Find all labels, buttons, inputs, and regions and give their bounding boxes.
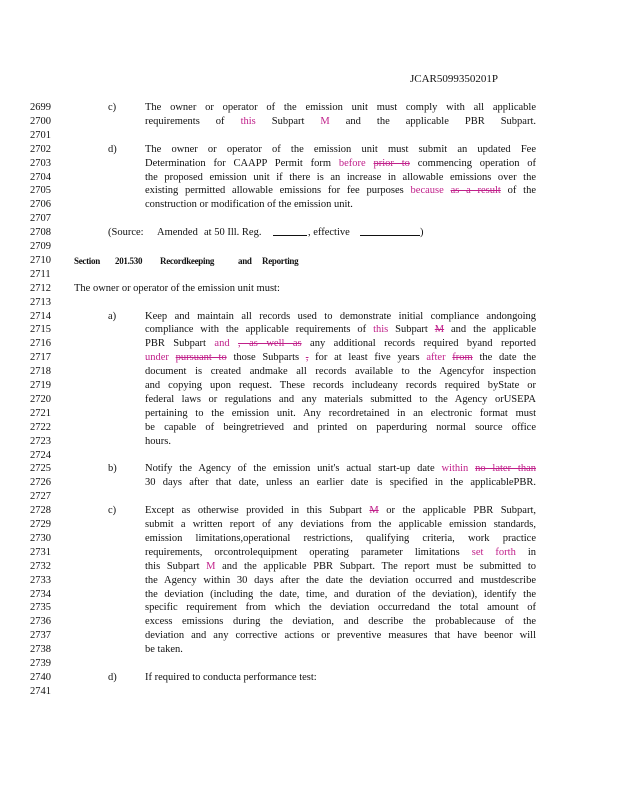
item-label: a)	[108, 310, 117, 322]
text-line	[145, 379, 536, 393]
line-number: 2741	[30, 685, 51, 697]
text-segment: commencing operation of	[409, 157, 537, 169]
text-segment: deviation and any corrective actions or preventive measures that have beenor will	[145, 630, 536, 642]
deleted-text: M	[434, 324, 445, 336]
line-number: 2713	[30, 296, 51, 308]
line-number: 2702	[30, 143, 51, 155]
line-number: 2708	[30, 227, 51, 239]
line-number: 2727	[30, 491, 51, 503]
section-number: 201.530	[115, 255, 143, 266]
line-number: 2711	[30, 268, 51, 280]
item-label: d)	[108, 671, 117, 683]
text-segment: and the applicable PBR Subpart.	[329, 115, 536, 127]
document-code: JCAR5099350201P	[410, 73, 499, 85]
line-number: 2709	[30, 241, 51, 252]
text-segment: Except as otherwise provided in this Subpart	[145, 505, 370, 517]
line-number: 2723	[30, 435, 51, 447]
deleted-text: from	[452, 352, 473, 364]
deleted-text: as a result	[450, 185, 501, 197]
inserted-text: this	[240, 115, 256, 127]
text-line	[145, 115, 536, 129]
inserted-text: before	[338, 157, 366, 169]
deleted-text: no later than	[475, 463, 536, 475]
line-number: 2714	[30, 310, 51, 322]
line-number: 2707	[30, 213, 51, 225]
line-number: 2718	[30, 366, 51, 378]
line-number: 2726	[30, 477, 51, 489]
deleted-text: , as well as	[238, 338, 302, 350]
section-title: Reporting	[262, 255, 299, 266]
line-number: 2740	[30, 671, 51, 683]
text-segment: of the	[500, 185, 536, 197]
line-number: 2728	[30, 505, 51, 517]
line-number: 2730	[30, 532, 51, 544]
inserted-text: this	[373, 324, 389, 336]
line-number: 2703	[30, 157, 51, 169]
text-segment	[444, 185, 451, 196]
text-segment: requirements of	[145, 115, 241, 127]
text-segment: in	[515, 546, 537, 558]
text-line	[145, 588, 536, 602]
text-line	[145, 101, 536, 115]
line-number: 2704	[30, 171, 51, 183]
text-line	[145, 476, 536, 490]
text-line	[145, 560, 536, 574]
line-number: 2719	[30, 380, 51, 391]
line-number: 2735	[30, 602, 51, 614]
item-label: c)	[108, 102, 117, 113]
text-segment	[366, 158, 374, 169]
section-title: Recordkeeping	[160, 255, 215, 266]
text-line	[145, 615, 536, 629]
section-intro-text	[74, 282, 280, 296]
text-segment: hours.	[145, 435, 171, 447]
deleted-text: pursuant to	[175, 352, 227, 364]
deleted-text: ,	[305, 352, 309, 364]
text-line	[145, 435, 171, 449]
blank-line	[273, 226, 307, 241]
text-line	[145, 198, 353, 212]
line-number: 2712	[30, 282, 51, 294]
line-number: 2706	[30, 199, 51, 211]
deleted-text: M	[369, 505, 379, 517]
text-segment: and the applicable PBR Subpart. The report must be submitted to	[215, 560, 536, 572]
inserted-text: M	[206, 560, 216, 572]
text-segment: pertaining to the emission unit. Any recordretained in an electronic format must	[145, 407, 536, 419]
text-segment: existing permitted allowable emissions for fee purposes	[145, 185, 411, 197]
text-segment: emission limitations,operational restrictions, qualifying criteria, work practice	[145, 532, 536, 544]
line-number: 2700	[30, 115, 51, 127]
text-segment: any additional records required byand reported	[301, 338, 536, 350]
text-segment: excess emissions during the deviation, and describe the probablecause of the	[145, 616, 536, 628]
text-line	[145, 310, 536, 324]
text-line	[145, 407, 536, 421]
text-segment: and the applicable	[444, 324, 536, 336]
text-line	[145, 629, 536, 643]
text-line	[145, 393, 536, 407]
source-note-text: , effective	[308, 227, 350, 239]
inserted-text: after	[426, 352, 446, 364]
line-number: 2739	[30, 658, 51, 669]
section-title: and	[238, 255, 252, 266]
text-line	[145, 546, 536, 560]
text-line	[145, 574, 536, 588]
line-number: 2724	[30, 449, 51, 461]
line-number: 2701	[30, 129, 51, 141]
text-line	[145, 323, 536, 337]
item-label: b)	[108, 463, 117, 475]
line-number: 2737	[30, 630, 51, 642]
line-number: 2717	[30, 352, 51, 364]
text-line	[145, 365, 536, 379]
line-number: 2720	[30, 393, 51, 405]
line-number: 2722	[30, 421, 51, 433]
text-line	[145, 184, 536, 198]
text-line	[145, 504, 536, 518]
text-segment: requirements, orcontrolequipment operating parameter limitations	[145, 546, 472, 558]
inserted-text: because	[410, 185, 444, 197]
text-line	[145, 421, 536, 435]
line-number: 2721	[30, 407, 51, 419]
text-line	[145, 532, 536, 546]
text-segment: the date the	[472, 352, 537, 364]
text-segment: and copying upon request. These records includeany records required byState or	[145, 380, 536, 391]
blank-line	[360, 226, 420, 241]
source-note-text: )	[420, 227, 424, 239]
line-number: 2732	[30, 560, 51, 572]
line-number: 2716	[30, 338, 51, 350]
text-segment: the proposed emission unit if there is an increase in allowable emissions over the	[145, 171, 536, 183]
text-segment: federal laws or regulations and any materials submitted to the Agency orUSEPA	[145, 393, 536, 405]
text-segment: construction or modification of the emission unit.	[145, 199, 353, 211]
inserted-text: M	[320, 115, 330, 127]
source-note-label: (Source:	[108, 227, 144, 239]
line-number: 2729	[30, 519, 51, 530]
line-number: 2715	[30, 324, 51, 336]
text-segment: PBR Subpart	[145, 338, 215, 350]
text-segment: the Agency within 30 days after the date the deviation occurred and mustdescribe	[145, 574, 536, 586]
text-segment: this Subpart	[145, 560, 207, 572]
line-number: 2736	[30, 616, 51, 628]
line-number: 2738	[30, 644, 51, 656]
section-label: Section	[74, 255, 100, 266]
inserted-text: under	[145, 352, 169, 364]
text-line	[145, 143, 536, 157]
source-note-text: at 50 Ill. Reg.	[204, 227, 262, 239]
text-segment	[169, 352, 176, 363]
text-segment	[230, 338, 238, 349]
text-segment: submit a written report of any deviations from the applicable emission standards,	[145, 519, 536, 530]
text-segment: Notify the Agency of the emission unit's actual start-up date	[145, 463, 442, 475]
text-line	[145, 171, 536, 185]
text-segment: 30 days after that date, unless an earlier date is specified in the applicablePBR.	[145, 477, 536, 489]
text-segment: The owner or operator of the emission unit must:	[74, 282, 280, 294]
text-segment: or the applicable PBR Subpart,	[378, 505, 536, 517]
deleted-text: prior to	[373, 157, 410, 169]
inserted-text: set forth	[471, 546, 516, 558]
text-segment: Determination for CAAPP Permit form	[145, 157, 339, 169]
line-number: 2733	[30, 574, 51, 586]
text-segment: Subpart	[255, 115, 321, 127]
line-number: 2705	[30, 185, 51, 197]
text-segment: The owner or operator of the emission unit must comply with all applicable	[145, 102, 536, 113]
source-note-text: Amended	[157, 227, 198, 239]
text-line	[145, 643, 183, 657]
text-segment: for at least five years	[308, 352, 427, 364]
text-segment: specific requirement from which the deviation occurredand the total amount of	[145, 602, 536, 614]
text-segment: The owner or operator of the emission unit must submit an updated Fee	[145, 143, 536, 155]
text-segment: compliance with the applicable requirements of	[145, 324, 374, 336]
line-number: 2731	[30, 546, 51, 558]
text-segment: Keep and maintain all records used to demonstrate initial compliance andongoing	[145, 310, 536, 322]
text-segment: document is created andmake all records available to the Agencyfor inspection	[145, 366, 536, 378]
line-number: 2710	[30, 254, 51, 266]
text-line	[145, 601, 536, 615]
item-label: c)	[108, 505, 117, 517]
line-number: 2734	[30, 588, 51, 600]
text-line	[145, 337, 536, 351]
text-line	[145, 462, 536, 476]
text-segment: be taken.	[145, 644, 183, 656]
text-line	[145, 518, 536, 532]
text-segment: the deviation (including the date, time, and duration of the deviation), identify the	[145, 588, 536, 600]
text-line	[145, 157, 536, 171]
line-number: 2725	[30, 463, 51, 475]
line-number: 2699	[30, 102, 51, 113]
text-segment: If required to conducta performance test:	[145, 671, 317, 683]
inserted-text: and	[214, 338, 230, 350]
text-segment: those Subparts	[226, 352, 306, 364]
inserted-text: within	[441, 463, 469, 475]
item-label: d)	[108, 143, 117, 155]
text-line	[145, 671, 317, 685]
text-segment: Subpart	[388, 324, 435, 336]
text-segment: be capable of beingretrieved and printed on paperduring normal source office	[145, 421, 536, 433]
text-line	[145, 351, 536, 365]
